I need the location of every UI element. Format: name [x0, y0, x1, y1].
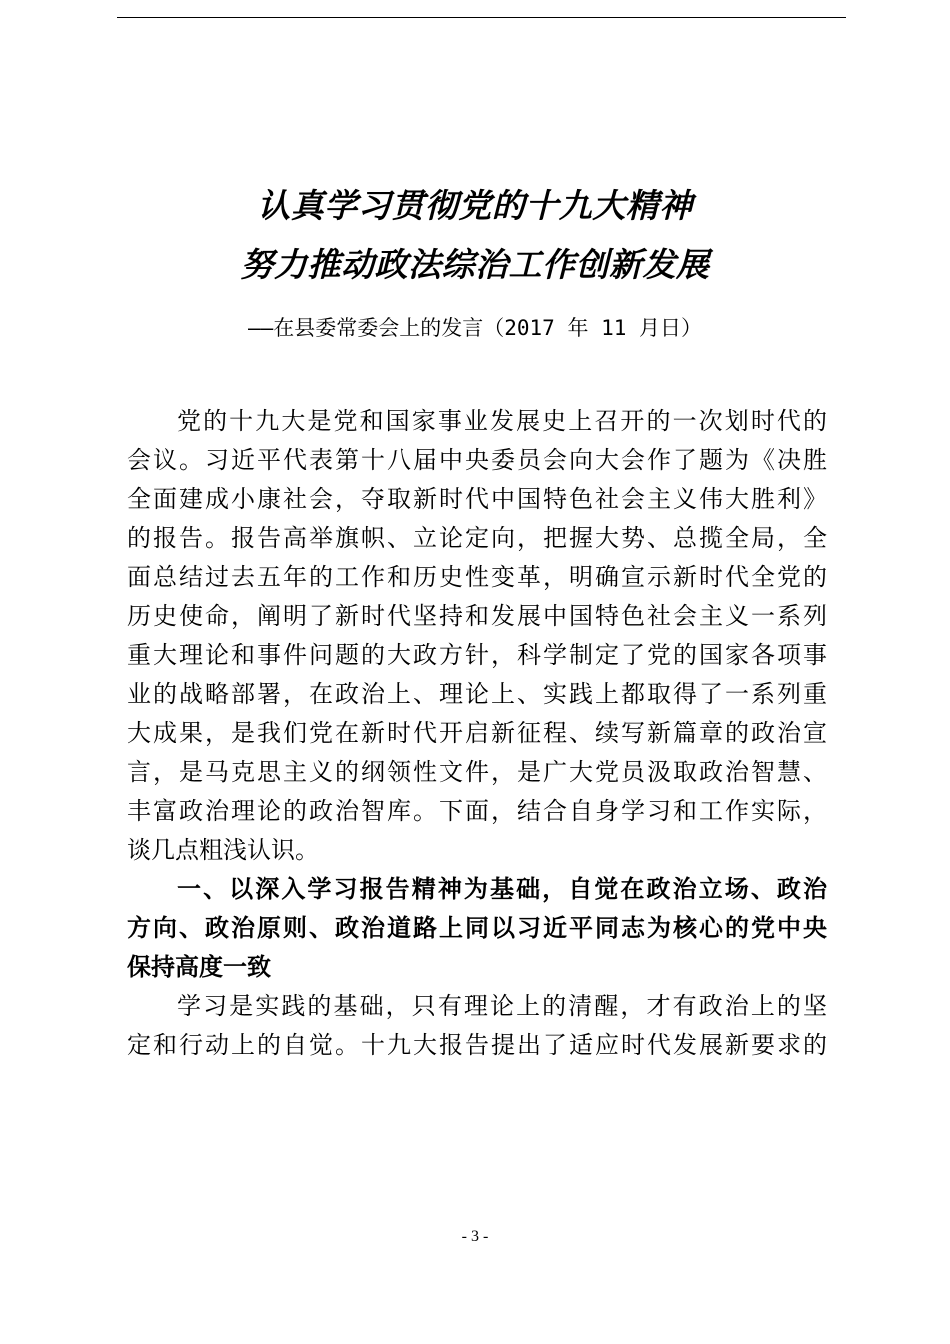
document-title-line-2: 努力推动政法综治工作创新发展: [240, 245, 710, 284]
text-line: 面总结过去五年的工作和历史性变革，明确宣示新时代全党的: [127, 563, 827, 591]
text-line: 言，是马克思主义的纲领性文件，是广大党员汲取政治智慧、: [127, 758, 827, 786]
paragraph-2: [127, 987, 827, 1065]
text-line: 全面建成小康社会，夺取新时代中国特色社会主义伟大胜利》: [127, 485, 827, 513]
text-line: 业的战略部署，在政治上、理论上、实践上都取得了一系列重: [127, 680, 827, 708]
document-body: [127, 402, 827, 1065]
document-title-line-1: 认真学习贯彻党的十九大精神: [257, 186, 693, 225]
text-line: 大成果，是我们党在新时代开启新征程、续写新篇章的政治宣: [127, 719, 827, 747]
document-subtitle: ——在县委常委会上的发言（2017 年 11 月日）: [247, 316, 703, 340]
page-number: - 3 -: [461, 1228, 489, 1245]
text-line: 学习是实践的基础，只有理论上的清醒，才有政治上的坚: [177, 992, 827, 1020]
text-line: 丰富政治理论的政治智库。下面，结合自身学习和工作实际，: [127, 797, 827, 825]
text-line: 定和行动上的自觉。十九大报告提出了适应时代发展新要求的: [127, 1031, 827, 1059]
section-heading-1: [127, 870, 827, 987]
paragraph-1: [127, 402, 827, 870]
text-line: 的报告。报告高举旗帜、立论定向，把握大势、总揽全局，全: [127, 524, 827, 552]
heading-line: 保持高度一致: [127, 953, 271, 981]
text-line: 会议。习近平代表第十八届中央委员会向大会作了题为《决胜: [127, 446, 827, 474]
heading-line: 方向、政治原则、政治道路上同以习近平同志为核心的党中央: [127, 914, 827, 942]
heading-line: 一、以深入学习报告精神为基础，自觉在政治立场、政治: [177, 875, 827, 903]
text-line: 重大理论和事件问题的大政方针，科学制定了党的国家各项事: [127, 641, 827, 669]
text-line: 历史使命，阐明了新时代坚持和发展中国特色社会主义一系列: [127, 602, 827, 630]
text-line: 谈几点粗浅认识。: [127, 836, 319, 864]
header-rule: [117, 17, 846, 18]
text-line: 党的十九大是党和国家事业发展史上召开的一次划时代的: [177, 407, 827, 435]
